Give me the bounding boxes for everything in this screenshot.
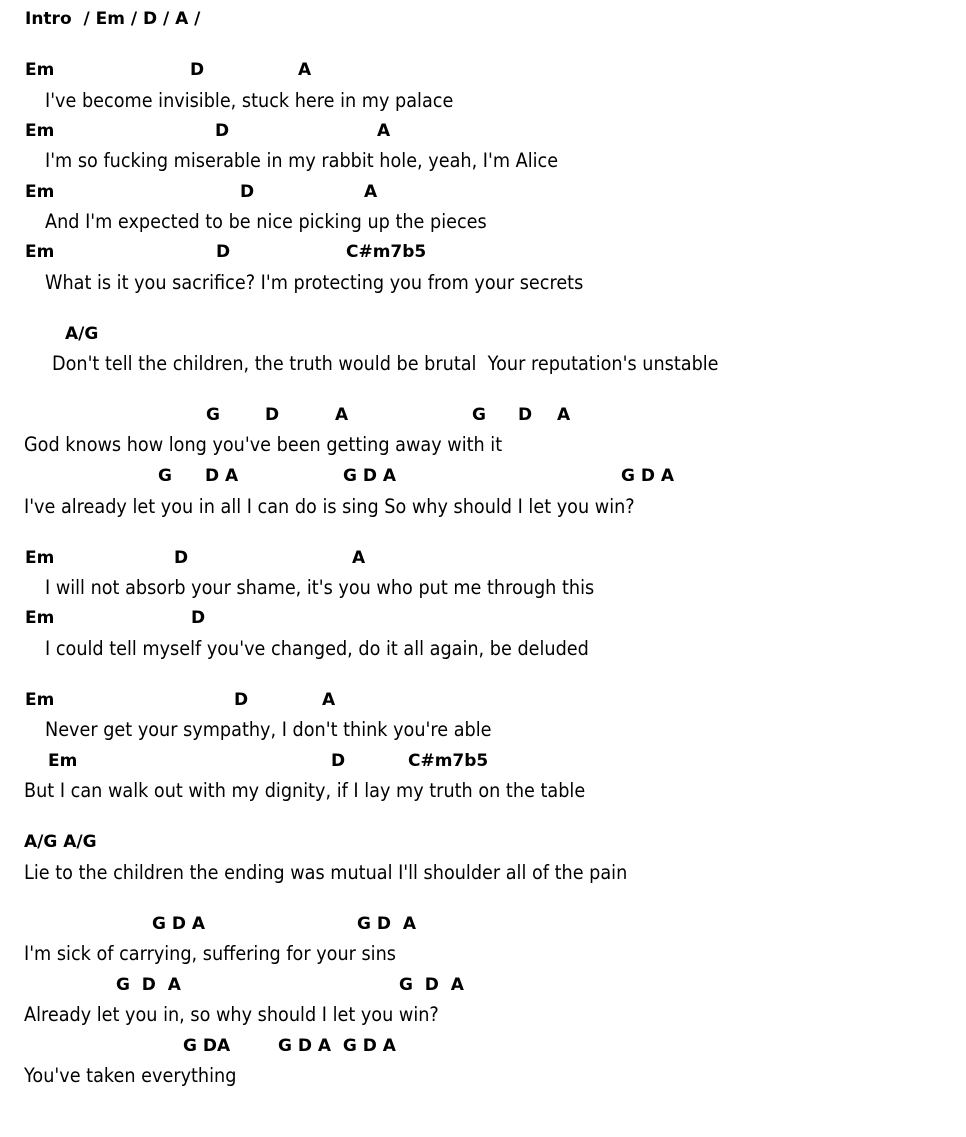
chord: Em xyxy=(25,608,55,628)
lyric-line: Don't tell the children, the truth would be brutal Your reputation's unstable xyxy=(52,352,719,375)
chord-line xyxy=(0,1038,966,1058)
chord-line xyxy=(0,62,966,82)
intro-chord-line: Intro / Em / D / A / xyxy=(25,9,201,29)
chord: D xyxy=(191,608,206,628)
lyric-line: And I'm expected to be nice picking up the pieces xyxy=(45,210,487,233)
chord-line xyxy=(0,916,966,936)
chord: Em xyxy=(25,121,55,141)
chord: A xyxy=(364,182,378,202)
chord: C#m7b5 xyxy=(346,242,427,262)
chord-line xyxy=(0,692,966,712)
lyric-line: I will not absorb your shame, it's you who put me through this xyxy=(45,576,595,599)
chord: G xyxy=(472,405,486,425)
chord-line xyxy=(0,977,966,997)
chord: G D A xyxy=(343,466,397,486)
chord-line xyxy=(0,834,966,854)
lyric-line: Lie to the children the ending was mutual I'll shoulder all of the pain xyxy=(24,861,628,884)
chord: D A xyxy=(205,466,239,486)
chord: G D A xyxy=(357,914,416,934)
chord: Em xyxy=(25,242,55,262)
chord: G D A xyxy=(116,975,181,995)
lyric-line: What is it you sacrifice? I'm protecting you from your secrets xyxy=(45,271,584,294)
chord-line xyxy=(0,407,966,427)
chord: Em xyxy=(25,60,55,80)
lyric-line: I could tell myself you've changed, do it all again, be deluded xyxy=(45,637,589,660)
chord: A xyxy=(557,405,571,425)
lyric-line: I'm so fucking miserable in my rabbit hole, yeah, I'm Alice xyxy=(45,149,559,172)
chord: G D A xyxy=(152,914,206,934)
chord: A xyxy=(335,405,349,425)
chord-line xyxy=(0,610,966,630)
lyric-line: I've become invisible, stuck here in my palace xyxy=(45,89,454,112)
chord: C#m7b5 xyxy=(408,751,489,771)
lyric-line: God knows how long you've been getting away with it xyxy=(24,433,503,456)
chord: Em xyxy=(25,548,55,568)
chord: A xyxy=(322,690,336,710)
chord: G D A xyxy=(621,466,675,486)
chord: G xyxy=(206,405,220,425)
chord: G D A G D A xyxy=(278,1036,396,1056)
chord: G D A xyxy=(399,975,464,995)
chord: A xyxy=(298,60,312,80)
chord: D xyxy=(265,405,280,425)
chord: A/G A/G xyxy=(24,832,97,852)
chord: A/G xyxy=(65,324,99,344)
chord: D xyxy=(190,60,205,80)
lyric-line: I'm sick of carrying, suffering for your sins xyxy=(24,942,396,965)
chord-line xyxy=(0,468,966,488)
chord-line xyxy=(0,244,966,264)
chord-line xyxy=(0,184,966,204)
lyric-line: Never get your sympathy, I don't think you're able xyxy=(45,718,492,741)
chord: D xyxy=(518,405,533,425)
chord: A xyxy=(377,121,391,141)
lyric-line: I've already let you in all I can do is sing So why should I let you win? xyxy=(24,495,635,518)
chord: Em xyxy=(48,751,78,771)
chord: D xyxy=(234,690,249,710)
chord-line xyxy=(0,753,966,773)
chord: D xyxy=(331,751,346,771)
chord-line xyxy=(0,326,966,346)
lyric-line: But I can walk out with my dignity, if I lay my truth on the table xyxy=(24,779,586,802)
chord: G DA xyxy=(183,1036,231,1056)
chord: Em xyxy=(25,182,55,202)
lyric-line: You've taken everything xyxy=(24,1064,237,1087)
chord: Em xyxy=(25,690,55,710)
chord: D xyxy=(215,121,230,141)
lyric-line: Already let you in, so why should I let you win? xyxy=(24,1003,439,1026)
chord: D xyxy=(240,182,255,202)
chord: D xyxy=(174,548,189,568)
chord: D xyxy=(216,242,231,262)
chord: G xyxy=(158,466,172,486)
chord-line xyxy=(0,550,966,570)
chord: A xyxy=(352,548,366,568)
chord-line xyxy=(0,123,966,143)
